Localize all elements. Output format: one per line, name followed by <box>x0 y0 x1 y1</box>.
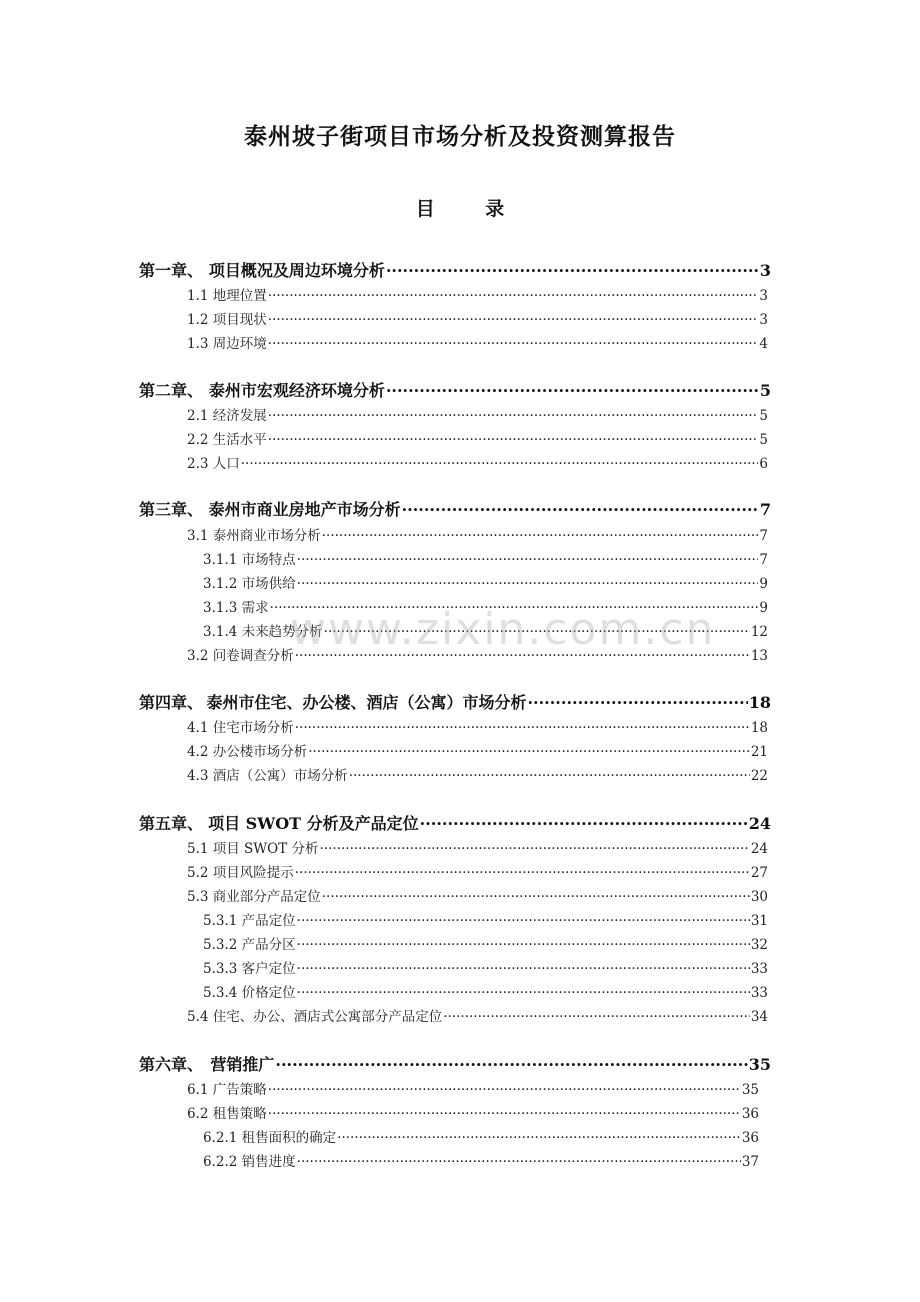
toc-chapter-label: 第四章、 <box>139 693 204 712</box>
toc-chapter-title: 泰州市商业房地产市场分析 <box>208 500 401 519</box>
toc-subsection-6-2-1[interactable] <box>203 1126 759 1146</box>
toc-page-number: 9 <box>759 576 768 592</box>
toc-leader <box>295 865 750 881</box>
toc-subsection-6-2-2[interactable] <box>203 1150 759 1170</box>
toc-chapter-title: 泰州市宏观经济环境分析 <box>208 381 385 400</box>
toc-chapter-title: 营销推广 <box>210 1055 275 1074</box>
toc-leader <box>241 456 759 472</box>
toc-section-title: 3.1.2 市场供给 <box>203 576 296 592</box>
toc-page-number: 33 <box>750 985 768 1001</box>
toc-page-number: 3 <box>759 261 771 280</box>
toc-leader <box>320 841 750 857</box>
toc-section-title: 3.2 问卷调查分析 <box>187 648 294 664</box>
toc-section-title: 1.3 周边环境 <box>187 336 267 352</box>
toc-page-number: 30 <box>750 889 768 905</box>
toc-page-number: 24 <box>748 814 771 833</box>
toc-section-title: 2.2 生活水平 <box>187 432 267 448</box>
toc-section-title: 3.1.4 未来趋势分析 <box>203 624 323 640</box>
toc-chapter-4[interactable] <box>139 690 771 714</box>
toc-chapter-label: 第三章、 <box>139 500 204 519</box>
toc-subsection-5-3-4[interactable] <box>203 981 768 1001</box>
toc-page-number: 7 <box>759 500 771 519</box>
toc-leader <box>297 985 750 1001</box>
toc-page-number: 27 <box>750 865 768 881</box>
toc-page-number: 3 <box>759 288 768 304</box>
toc-page-number: 37 <box>741 1154 759 1170</box>
toc-section-title: 4.2 办公楼市场分析 <box>187 744 308 760</box>
toc-leader <box>386 381 759 400</box>
toc-section-title: 6.1 广告策略 <box>187 1082 267 1098</box>
toc-leader <box>275 1055 747 1074</box>
toc-section-4-2[interactable] <box>187 740 768 760</box>
toc-subsection-5-3-3[interactable] <box>203 957 768 977</box>
toc-page-number: 13 <box>750 648 768 664</box>
toc-page-number: 21 <box>750 744 768 760</box>
toc-leader <box>270 600 759 616</box>
toc-subsection-3-1-2[interactable] <box>203 572 768 592</box>
toc-section-5-1[interactable] <box>187 837 768 857</box>
toc-section-title: 3.1 泰州商业市场分析 <box>187 528 321 544</box>
toc-section-4-3[interactable] <box>187 764 768 784</box>
toc-leader <box>297 552 759 568</box>
toc-leader <box>420 814 748 833</box>
toc-leader <box>297 937 750 953</box>
toc-chapter-6[interactable] <box>139 1052 771 1076</box>
toc-leader <box>268 408 759 424</box>
toc-section-title: 1.1 地理位置 <box>187 288 267 304</box>
toc-leader <box>268 1106 741 1122</box>
toc-section-6-1[interactable] <box>187 1078 759 1098</box>
toc-page-number: 32 <box>750 937 768 953</box>
toc-page-number: 5 <box>759 408 768 424</box>
toc-chapter-label: 第六章、 <box>139 1055 204 1074</box>
toc-section-3-2[interactable] <box>187 644 768 664</box>
toc-section-1-3[interactable] <box>187 332 768 352</box>
toc-page-number: 35 <box>748 1055 771 1074</box>
toc-subsection-5-3-2[interactable] <box>203 933 768 953</box>
toc-page-number: 24 <box>750 841 768 857</box>
toc-page-number: 4 <box>759 336 768 352</box>
toc-leader <box>268 288 759 304</box>
toc-section-title: 6.2.2 销售进度 <box>203 1154 296 1170</box>
toc-leader <box>349 768 750 784</box>
toc-section-title: 4.3 酒店（公寓）市场分析 <box>187 768 348 784</box>
toc-leader <box>324 624 750 640</box>
toc-subsection-3-1-4[interactable] <box>203 620 768 640</box>
toc-section-title: 6.2 租售策略 <box>187 1106 267 1122</box>
toc-page-number: 35 <box>741 1082 759 1098</box>
toc-section-title: 1.2 项目现状 <box>187 312 267 328</box>
toc-leader <box>386 261 759 280</box>
toc-page-number: 22 <box>750 768 768 784</box>
toc-section-6-2[interactable] <box>187 1102 759 1122</box>
toc-chapter-title: 泰州市住宅、办公楼、酒店（公寓）市场分析 <box>206 693 527 712</box>
toc-leader <box>268 1082 741 1098</box>
toc-leader <box>297 913 750 929</box>
toc-leader <box>295 648 750 664</box>
toc-section-title: 5.3.3 客户定位 <box>203 961 296 977</box>
toc-leader <box>443 1009 750 1025</box>
toc-section-title: 5.2 项目风险提示 <box>187 865 294 881</box>
toc-heading: 目 录 <box>415 198 527 220</box>
toc-leader <box>268 336 759 352</box>
toc-chapter-5[interactable] <box>139 811 771 835</box>
toc-leader <box>527 693 747 712</box>
toc-subsection-3-1-3[interactable] <box>203 596 768 616</box>
toc-leader <box>322 889 750 905</box>
toc-page-number: 36 <box>741 1106 759 1122</box>
watermark: www.zixin.com.cn <box>290 604 716 655</box>
toc-leader <box>337 1130 741 1146</box>
toc-chapter-2[interactable] <box>139 378 771 402</box>
toc-section-title: 5.4 住宅、办公、酒店式公寓部分产品定位 <box>187 1009 443 1025</box>
toc-section-3-1[interactable] <box>187 524 768 544</box>
toc-section-title: 5.1 项目 SWOT 分析 <box>187 841 319 857</box>
toc-section-2-1[interactable] <box>187 404 768 424</box>
toc-section-5-3[interactable] <box>187 885 768 905</box>
toc-subsection-3-1-1[interactable] <box>203 548 768 568</box>
toc-leader <box>402 500 759 519</box>
toc-page-number: 7 <box>759 528 768 544</box>
toc-chapter-title: 项目概况及周边环境分析 <box>208 261 385 280</box>
toc-chapter-label: 第五章、 <box>139 814 204 833</box>
toc-chapter-label: 第一章、 <box>139 261 204 280</box>
toc-page-number: 18 <box>748 693 771 712</box>
toc-section-title: 5.3 商业部分产品定位 <box>187 889 321 905</box>
toc-section-title: 3.1.3 需求 <box>203 600 269 616</box>
toc-page-number: 6 <box>759 456 768 472</box>
toc-leader <box>268 432 759 448</box>
toc-section-1-2[interactable] <box>187 308 768 328</box>
toc-section-title: 5.3.1 产品定位 <box>203 913 296 929</box>
toc-section-4-1[interactable] <box>187 716 768 736</box>
toc-page-number: 36 <box>741 1130 759 1146</box>
toc-section-title: 2.3 人口 <box>187 456 240 472</box>
toc-section-title: 5.3.2 产品分区 <box>203 937 296 953</box>
toc-page-number: 34 <box>750 1009 768 1025</box>
toc-section-5-4[interactable] <box>187 1005 768 1025</box>
toc-page-number: 9 <box>759 600 768 616</box>
toc-section-title: 6.2.1 租售面积的确定 <box>203 1130 337 1146</box>
toc-leader <box>295 720 750 736</box>
toc-leader <box>308 744 750 760</box>
toc-leader <box>297 1154 741 1170</box>
toc-chapter-title: 项目 SWOT 分析及产品定位 <box>208 814 419 833</box>
toc-leader <box>297 576 759 592</box>
toc-section-2-2[interactable] <box>187 428 768 448</box>
toc-section-title: 4.1 住宅市场分析 <box>187 720 294 736</box>
toc-page-number: 18 <box>750 720 768 736</box>
toc-section-title: 5.3.4 价格定位 <box>203 985 296 1001</box>
toc-section-title: 3.1.1 市场特点 <box>203 552 296 568</box>
toc-section-2-3[interactable] <box>187 452 768 472</box>
document-title: 泰州坡子街项目市场分析及投资测算报告 <box>244 123 676 150</box>
toc-section-title: 2.1 经济发展 <box>187 408 267 424</box>
toc-chapter-label: 第二章、 <box>139 381 204 400</box>
toc-page-number: 3 <box>759 312 768 328</box>
toc-section-5-2[interactable] <box>187 861 768 881</box>
toc-page-number: 7 <box>759 552 768 568</box>
toc-subsection-5-3-1[interactable] <box>203 909 768 929</box>
toc-page-number: 33 <box>750 961 768 977</box>
toc-page-number: 12 <box>750 624 768 640</box>
toc-page-number: 31 <box>750 913 768 929</box>
toc-leader <box>322 528 759 544</box>
toc-section-1-1[interactable] <box>187 284 768 304</box>
toc-leader <box>297 961 750 977</box>
toc-leader <box>268 312 759 328</box>
toc-page-number: 5 <box>759 381 771 400</box>
toc-chapter-1[interactable] <box>139 258 771 282</box>
toc-page-number: 5 <box>759 432 768 448</box>
toc-chapter-3[interactable] <box>139 497 771 521</box>
